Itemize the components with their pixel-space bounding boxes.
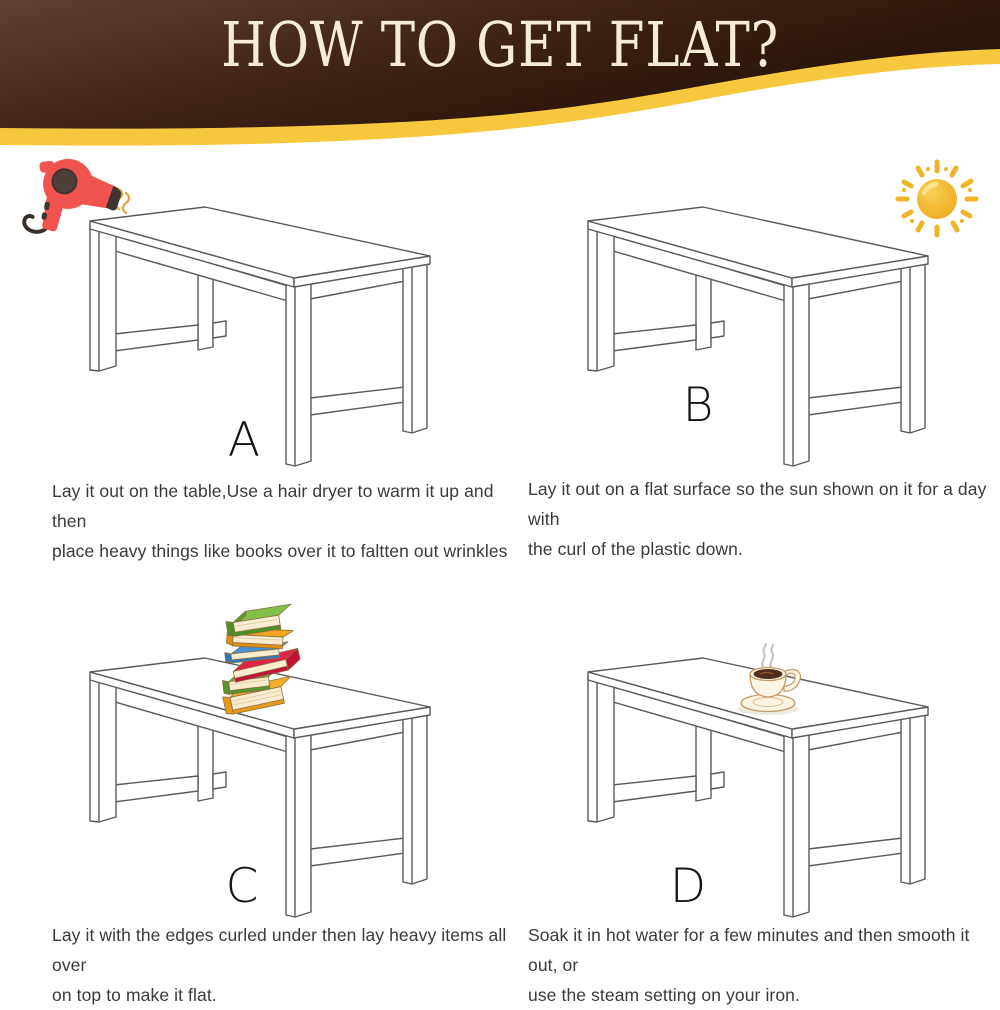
description-line: use the steam setting on your iron. <box>528 985 800 1005</box>
sun-icon <box>892 157 982 241</box>
description-line: Lay it out on a flat surface so the sun shown on it for a day with <box>528 479 987 529</box>
method-label-d: D <box>669 859 707 914</box>
method-description-a <box>52 476 522 566</box>
method-label-a: A <box>227 413 261 468</box>
hair-dryer-icon <box>18 156 132 240</box>
description-line: Lay it out on the table,Use a hair dryer to warm it up and then <box>52 481 494 531</box>
method-description-b <box>528 474 998 564</box>
description-line: Lay it with the edges curled under then lay heavy items all over <box>52 925 507 975</box>
description-line: place heavy things like books over it to faltten out wrinkles <box>52 541 508 561</box>
coffee-cup-icon <box>727 641 809 719</box>
books-stack-icon <box>221 603 305 719</box>
method-label-c: C <box>225 859 259 914</box>
description-line: on top to make it flat. <box>52 985 217 1005</box>
method-description-d <box>528 920 998 1010</box>
description-line: Soak it in hot water for a few minutes and then smooth it out, or <box>528 925 970 975</box>
method-description-c <box>52 920 522 1010</box>
method-label-b: B <box>682 378 714 433</box>
description-line: the curl of the plastic down. <box>528 539 743 559</box>
table-illustration <box>583 195 933 475</box>
page-title: HOW TO GET FLAT? <box>221 8 779 81</box>
